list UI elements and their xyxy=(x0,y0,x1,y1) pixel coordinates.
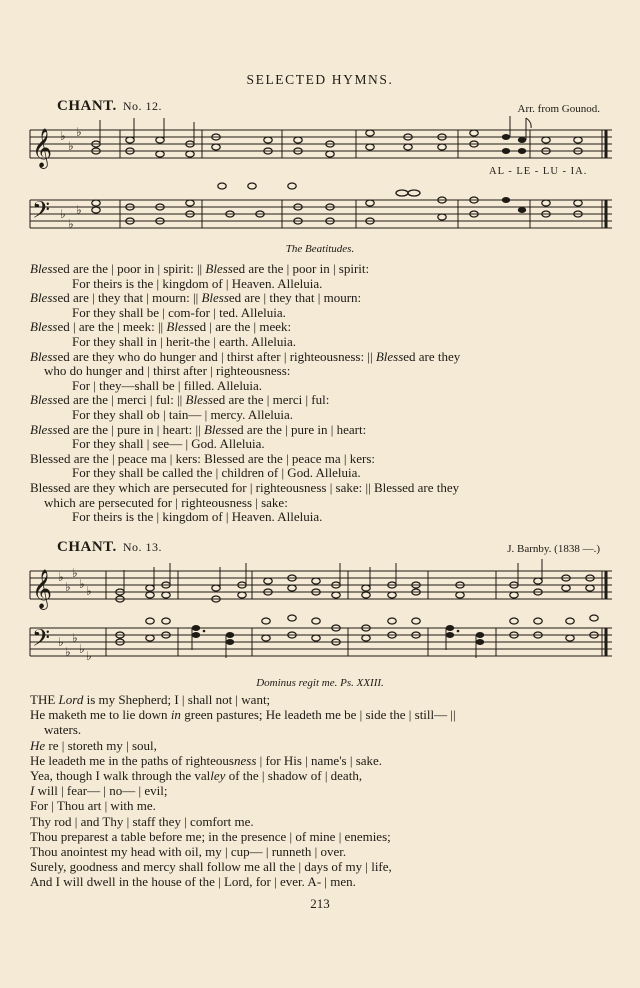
verse-segment: Thou preparest a table before me; in the presence | of mine | enemies; xyxy=(30,828,391,844)
svg-text:♭: ♭ xyxy=(76,125,82,139)
verse-segment: ed are | they that | mourn: || xyxy=(57,290,202,306)
verse-segment: Bless xyxy=(30,290,58,306)
svg-text:♭: ♭ xyxy=(79,577,85,591)
svg-text:♭: ♭ xyxy=(72,566,78,580)
chant13-verse-line xyxy=(30,738,157,754)
verse-segment: Blessed are the | peace ma | kers: Blessed are the | peace ma | kers: xyxy=(30,450,376,466)
svg-text:♭: ♭ xyxy=(65,645,71,659)
verse-segment: Blessed are they which are persecuted for | righteousness | sake: || Blessed are they xyxy=(30,480,460,495)
verse-segment: Bless xyxy=(30,261,58,276)
svg-text:♭: ♭ xyxy=(72,631,78,645)
verse-segment: ed are the | poor in | spirit: xyxy=(232,261,370,276)
verse-segment: ed are the | poor in | spirit: || xyxy=(57,261,206,276)
verse-segment: | for His | name's | sake. xyxy=(256,752,383,768)
verse-segment: For they shall be called the | children of | God. Alleluia. xyxy=(72,465,361,481)
verse-segment: Surely, goodness and mercy shall follow me all the | days of my | life, xyxy=(30,859,392,875)
svg-text:♭: ♭ xyxy=(58,570,64,584)
verse-segment: in xyxy=(170,707,181,723)
verse-segment: ed | are the | meek: || xyxy=(57,319,167,335)
chant-12-treble-staff xyxy=(30,126,620,166)
chant13-verse-line xyxy=(30,753,382,769)
verse-segment: For theirs is the | kingdom of | Heaven. Alleluia. xyxy=(72,275,323,291)
verse-segment: Bless xyxy=(30,319,58,335)
verse-segment: Bless xyxy=(30,348,58,364)
chant12-verse-line xyxy=(30,422,366,438)
chant13-verse-line xyxy=(30,707,456,723)
svg-text:𝄢: 𝄢 xyxy=(32,624,51,657)
chant-12-caption: The Beatitudes. xyxy=(285,243,355,255)
verse-segment: re | storeth my | soul, xyxy=(45,737,157,753)
verse-segment: which are persecuted for | righteousness | sake: xyxy=(44,494,288,510)
verse-segment: will | fear— | no— | evil; xyxy=(34,783,168,799)
svg-text:♭: ♭ xyxy=(86,649,92,663)
verse-segment: Bless xyxy=(166,319,194,335)
chant-12-number: No. 12. xyxy=(122,99,162,113)
chant-12-heading xyxy=(57,98,162,115)
chant12-verse-line xyxy=(72,509,322,525)
verse-segment: I xyxy=(30,783,35,799)
chant12-verse-line xyxy=(30,451,375,467)
verse-segment: For | they—shall be | filled. Alleluia. xyxy=(72,377,263,393)
alleluia-label: AL - LE - LU - IA. xyxy=(489,166,588,177)
svg-text:𝄢: 𝄢 xyxy=(32,196,51,229)
chant-12-title: CHANT. xyxy=(57,98,117,114)
verse-segment: Thou anointest my head with oil, my | cup— | runneth | over. xyxy=(30,844,347,859)
chant12-verse-line xyxy=(44,363,290,379)
verse-segment: For they shall ob | tain— | mercy. Alleluia. xyxy=(72,407,293,422)
chant-13-caption: Dominus regit me. Ps. XXIII. xyxy=(256,677,384,689)
svg-text:♭: ♭ xyxy=(65,580,71,594)
chant-12-credit: Arr. from Gounod. xyxy=(517,103,600,115)
verse-segment: Bless xyxy=(203,421,232,437)
running-head: SELECTED HYMNS. xyxy=(246,72,394,87)
chant13-verse-line xyxy=(30,692,270,708)
verse-segment: waters. xyxy=(44,722,82,738)
verse-segment: ed are the | merci | ful: || xyxy=(57,392,186,408)
chant12-verse-line xyxy=(44,495,288,511)
chant12-verse-line xyxy=(72,436,265,452)
chant13-verse-line xyxy=(44,722,81,738)
verse-segment: Bless xyxy=(375,348,404,364)
verse-segment: ed | are the | meek: xyxy=(193,319,292,335)
verse-segment: ed are the | pure in | heart: xyxy=(231,421,367,437)
verse-segment: He maketh me to lie down xyxy=(30,707,171,723)
verse-segment: Bless xyxy=(205,261,233,276)
chant-13-heading xyxy=(57,539,162,556)
verse-segment: ed are the | merci | ful: xyxy=(212,392,330,408)
verse-segment: ed are they xyxy=(403,348,461,364)
verse-segment: ed are they who do hunger and | thirst after | righteousness: || xyxy=(57,348,376,364)
verse-segment: is my Shepherd; I | shall not | want; xyxy=(83,692,271,707)
verse-segment: For theirs is the | kingdom of | Heaven. Alleluia. xyxy=(72,509,323,525)
verse-segment: ed are | they that | mourn: xyxy=(228,290,362,306)
verse-segment: who do hunger and | thirst after | righteousness: xyxy=(44,363,291,379)
svg-text:♭: ♭ xyxy=(58,635,64,649)
chant13-verse-line xyxy=(30,829,391,845)
verse-segment: Yea, though I walk through the val xyxy=(30,768,211,783)
verse-segment: For they shall in | herit-the | earth. Alleluia. xyxy=(72,334,296,349)
chant12-verse-line xyxy=(72,334,296,350)
verse-segment: ley xyxy=(210,768,226,783)
chant13-verse-line xyxy=(30,798,156,814)
verse-segment: green pastures; He leadeth me be | side the | still— || xyxy=(180,707,456,723)
chant12-verse-line xyxy=(72,305,286,321)
chant12-verse-line xyxy=(30,319,291,335)
chant12-verse-line xyxy=(72,407,293,423)
page-number: 213 xyxy=(310,896,330,911)
chant-13-credit: J. Barnby. (1838 —.) xyxy=(507,543,600,555)
svg-text:𝄞: 𝄞 xyxy=(32,569,53,609)
chant13-verse-line xyxy=(30,768,362,784)
svg-text:♭: ♭ xyxy=(68,217,74,231)
svg-text:♭: ♭ xyxy=(86,584,92,598)
chant12-verse-line xyxy=(72,465,361,481)
verse-segment: Bless xyxy=(30,421,58,437)
chant12-verse-line xyxy=(72,276,322,292)
verse-segment: And I will dwell in the house of the | Lord, for | ever. A- | men. xyxy=(30,874,356,890)
chant13-verse-line xyxy=(30,783,167,799)
svg-text:𝄞: 𝄞 xyxy=(32,128,53,168)
chant12-verse-line xyxy=(30,290,361,306)
svg-text:♭: ♭ xyxy=(60,129,66,143)
svg-text:♭: ♭ xyxy=(76,203,82,217)
verse-segment: Bless xyxy=(185,392,213,408)
verse-segment: Thy rod | and Thy | staff they | comfort me. xyxy=(30,813,254,829)
chant12-verse-line xyxy=(30,480,459,496)
chant13-verse-line xyxy=(30,874,356,890)
verse-segment: He leadeth me in the paths of righteous xyxy=(30,752,234,768)
chant12-verse-line xyxy=(30,392,329,408)
verse-segment: For they shall | see— | God. Alleluia. xyxy=(72,436,265,452)
verse-segment: Lord xyxy=(58,692,84,707)
chant13-verse-line xyxy=(30,859,392,875)
verse-segment: THE xyxy=(30,692,59,707)
chant-13-bass-staff xyxy=(30,624,620,664)
verse-segment: For they shall be | com-for | ted. Alleluia. xyxy=(72,304,286,320)
verse-segment: ness xyxy=(233,752,257,768)
chant12-verse-line xyxy=(30,349,460,365)
chant-12-bass-staff xyxy=(30,196,620,236)
svg-text:♭: ♭ xyxy=(60,207,66,221)
chant12-verse-line xyxy=(72,378,262,394)
chant-13-treble-staff xyxy=(30,567,620,607)
chant-13-number: No. 13. xyxy=(122,540,162,554)
verse-segment: Bless xyxy=(30,392,58,408)
chant-13-title: CHANT. xyxy=(57,539,117,555)
verse-segment: of the | shadow of | death, xyxy=(225,768,363,783)
svg-text:♭: ♭ xyxy=(68,139,74,153)
chant13-verse-line xyxy=(30,814,254,830)
verse-segment: He xyxy=(30,737,46,753)
verse-segment: ed are the | pure in | heart: || xyxy=(57,421,204,437)
verse-segment: Bless xyxy=(201,290,229,306)
chant12-verse-line xyxy=(30,261,369,277)
chant13-verse-line xyxy=(30,844,346,860)
svg-text:♭: ♭ xyxy=(79,642,85,656)
verse-segment: For | Thou art | with me. xyxy=(30,798,156,814)
